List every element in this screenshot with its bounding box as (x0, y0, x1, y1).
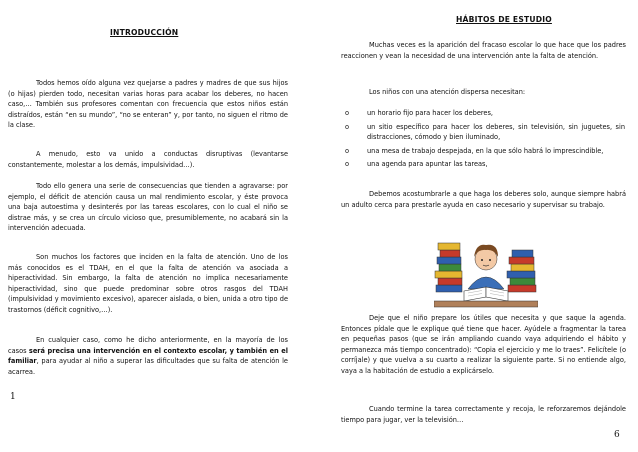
needs-intro: Los niños con una atención dispersa necesitan: (369, 88, 526, 96)
book-stack-left (435, 243, 462, 292)
habits-paragraph-3: Cuando termine la tarea correctamente y recoja, le reforzaremos dejándole tiempo para jugar, ver la televisión… (341, 405, 626, 424)
needs-list-item-text: una agenda para apuntar las tareas, (367, 160, 488, 169)
left-page-number: 1 (10, 392, 16, 402)
bullet-icon: o (345, 122, 350, 131)
right-page-title: HÁBITOS DE ESTUDIO (456, 15, 552, 24)
student-figure (468, 245, 504, 289)
intro-paragraph-4: Son muchos los factores que inciden en la falta de atención. Uno de los más conocidos es el TDAH, en el que la falta de atención va asociada a hiperactividad. Sin embargo, la falta de atención no implica necesariamente hiperactividad, sino que puede predominar sobre otros rasgos del TDAH (impulsividad y movimiento excesivo), aparecer aislada, o bien, unida a otro tipo de trastornos (déficit cognitivo,…). (8, 253, 288, 314)
intro-paragraph-5-text-a: En cualquier caso, como he dicho anteriormente, en la mayoría de los casos (8, 336, 288, 355)
needs-list-item (345, 108, 625, 119)
needs-list-item (345, 122, 625, 143)
right-page-number: 6 (614, 430, 620, 440)
habits-intro: Muchas veces es la aparición del fracaso escolar lo que hace que los padres reaccionen y vean la necesidad de una intervención ante la falta de atención. (341, 41, 626, 60)
needs-list-item-text: una mesa de trabajo despejada, en la que sólo habrá lo imprescindible, (367, 146, 604, 155)
left-page-title: INTRODUCCIÓN (110, 28, 179, 37)
needs-list-item (345, 159, 625, 170)
bullet-icon: o (345, 160, 350, 169)
bullet-icon: o (345, 109, 350, 117)
student-with-books-illustration (434, 229, 538, 309)
advice-paragraph: Debemos acostumbrarle a que haga los deberes solo, aunque siempre habrá un adulto cerca para prestarle ayuda en caso necesario y supervisar su trabajo. (341, 190, 626, 209)
needs-list-item (345, 146, 625, 157)
bullet-icon: o (345, 146, 350, 155)
intro-paragraph-3: Todo ello genera una serie de consecuencias que tienden a agravarse: por ejemplo, el déficit de atención causa un mal rendimiento escolar, y éste provoca una baja autoestima y desinterés por las tareas escolares, con lo cual el niño se distrae más, y se crea un círculo vicioso que, presumiblemente, no acabará sin la intervención adecuada. (8, 182, 288, 233)
intro-paragraph-5-bold: será precisa una intervención en el contexto escolar, y también en el familiar (8, 346, 288, 366)
needs-list-item-text: un horario fijo para hacer los deberes, (367, 109, 494, 117)
needs-list (345, 108, 625, 170)
intro-paragraph-5-text-b: , para ayudar al niño a superar las dificultades que su falta de atención le acarrea. (8, 357, 288, 376)
intro-paragraph-1: Todos hemos oído alguna vez quejarse a padres y madres de que sus hijos (o hijas) pierden todo, necesitan varias horas para acabar los deberes, no hacen caso,… También sus profesores comentan con frecuencia que estos niños están distraídos, están “en su mundo”, “no se enteran” y, por tanto, no siguen el ritmo de la clase. (8, 79, 288, 130)
book-stack-right (507, 250, 536, 292)
intro-paragraph-2: A menudo, esto va unido a conductas disruptivas (levantarse constantemente, molestar a los demás, impulsividad…). (8, 150, 288, 169)
desk (434, 301, 538, 307)
intro-paragraph-5 (8, 335, 288, 377)
habits-paragraph-2: Deje que el niño prepare los útiles que necesita y que saque la agenda. Entonces pídale que le explique qué tiene que hacer. Ayúdele a fragmentar la tarea en pequeñas pasos (que se irán ampliando cuando vaya adquiriendo el hábito y permanezca más tiempo concentrado): “Copia el ejercicio y me lo traes”. Felicítele (o corríjale) y que vuelva a su cuarto a realizar la siguiente parte. Si no entiende algo, vaya a la habitación de estudio a explicárselo. (341, 314, 626, 375)
needs-list-item-text: un sitio específico para hacer los deberes, sin televisión, sin juguetes, sin distracciones, cómodo y bien iluminado, (367, 122, 625, 142)
